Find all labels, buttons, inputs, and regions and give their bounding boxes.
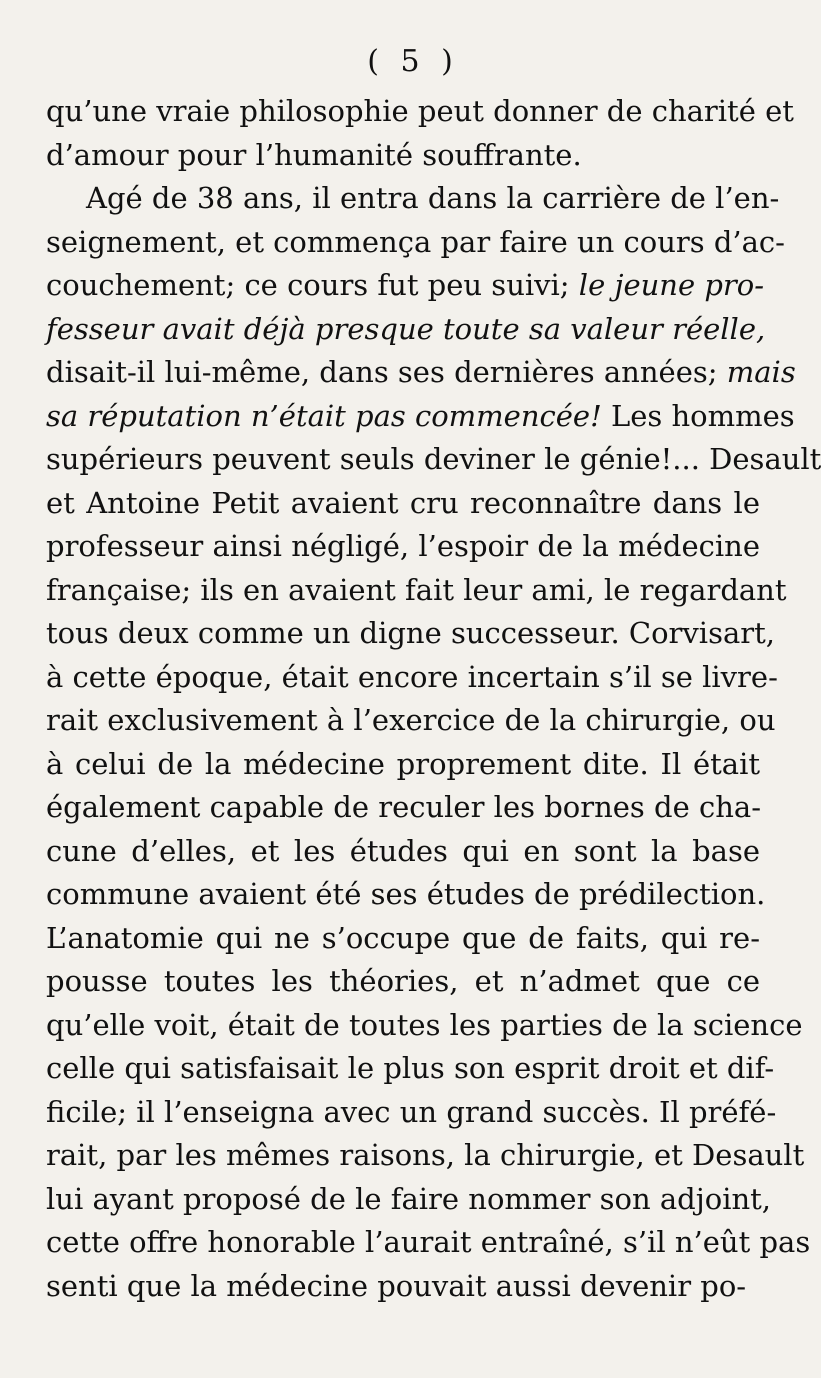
text-line [46,612,775,656]
italic-text: sa réputation n’était pas commencée! [46,398,602,433]
text-segment: qu’une vraie philosophie peut donner de charité et [46,94,794,128]
text-segment: couchement; ce cours fut peu suivi; [46,268,579,302]
text-segment: française; ils en avaient fait leur ami, le regardant [46,572,787,607]
text-line [46,134,760,178]
body-text [46,90,821,1308]
italic-text: le jeune pro- [578,268,765,302]
text-segment: tous deux comme un digne successeur. Corvisart, [46,616,775,650]
text-segment: senti que la médecine pouvait aussi devenir po- [46,1268,747,1303]
text-segment: celle qui satisfaisait le plus son esprit droit et dif- [46,1051,775,1085]
text-segment: à cette époque, était encore incertain s’il se livre- [46,659,778,694]
text-line [46,830,760,874]
text-line [46,1091,777,1135]
text-segment: Les hommes [601,398,795,433]
text-segment: lui ayant proposé de le faire nommer son adjoint, [46,1181,772,1216]
page-number: ( 5 ) [367,44,459,79]
text-line [46,1004,803,1048]
text-line [46,1265,760,1309]
text-segment: cette offre honorable l’aurait entraîné, s’il n’eût pas [46,1225,811,1259]
text-segment: qu’elle voit, était de toutes les parties de la science [46,1007,803,1042]
text-line [46,308,766,352]
text-line [46,264,765,308]
text-line [46,1134,805,1178]
text-line [46,395,795,439]
text-line [46,482,760,526]
text-line [46,917,760,961]
italic-text: mais [726,355,796,389]
text-line [46,351,796,395]
text-line [46,438,821,482]
text-line [46,743,760,787]
text-segment: disait-il lui-même, dans ses dernières années; [46,355,727,389]
text-line [46,656,778,700]
text-segment: d’amour pour l’humanité souffrante. [46,137,582,172]
text-segment: supérieurs peuvent seuls deviner le génie!... Desault [46,442,821,476]
text-segment: L’anatomie qui ne s’occupe que de faits, qui re- [46,920,760,955]
text-line [46,90,794,134]
text-line [46,699,776,743]
text-segment: seignement, et commença par faire un cours d’ac- [46,224,785,259]
text-segment: commune avaient été ses études de prédilection. [46,877,766,911]
text-segment: rait, par les mêmes raisons, la chirurgie, et Desault [46,1138,805,1172]
text-line [46,525,760,569]
text-line [46,1221,811,1265]
text-segment: professeur ainsi négligé, l’espoir de la médecine [46,529,760,563]
text-segment: pousse toutes les théories, et n’admet que ce [46,964,760,998]
text-line [46,1178,772,1222]
text-line [46,873,766,917]
text-segment: également capable de reculer les bornes de cha- [46,790,761,824]
text-segment: Agé de 38 ans, il entra dans la carrière de l’en- [86,181,780,215]
text-segment: à celui de la médecine proprement dite. Il était [46,746,760,781]
text-segment: cune d’elles, et les études qui en sont la base [46,833,760,868]
text-line [46,786,760,830]
text-line [46,1047,775,1091]
text-line [46,960,760,1004]
text-line [46,177,780,221]
text-line [46,569,787,613]
text-line [46,221,785,265]
text-segment: ficile; il l’enseigna avec un grand succès. Il préfé- [46,1094,777,1129]
text-segment: et Antoine Petit avaient cru reconnaître dans le [46,485,760,520]
text-segment: rait exclusivement à l’exercice de la chirurgie, ou [46,703,776,737]
italic-text: fesseur avait déjà presque toute sa valeur réelle, [46,311,766,346]
